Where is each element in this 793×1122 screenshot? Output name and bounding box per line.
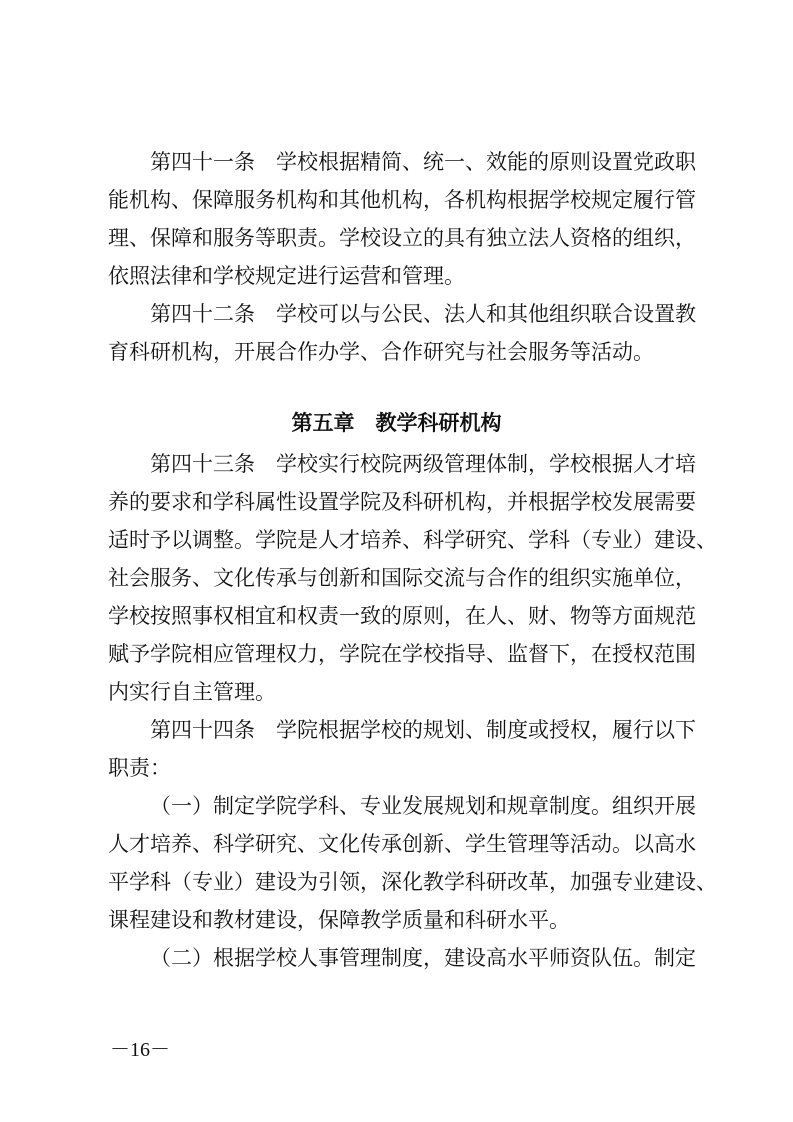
article-43-line-4: 社会服务、文化传承与创新和国际交流与合作的组织实施单位， [108, 566, 696, 590]
article-43-line-1: 第四十三条 学校实行校院两级管理体制，学校根据人才培 [150, 452, 696, 476]
item-1-line-3: 平学科（专业）建设为引领，深化教学科研改革，加强专业建设、 [108, 870, 717, 894]
article-44-line-2: 职责： [108, 756, 171, 780]
article-43-line-3: 适时予以调整。学院是人才培养、科学研究、学科（专业）建设、 [108, 528, 717, 552]
article-43-line-5: 学校按照事权相宜和权责一致的原则，在人、财、物等方面规范 [108, 604, 696, 628]
article-41-line-1: 第四十一条 学校根据精简、统一、效能的原则设置党政职 [150, 150, 696, 174]
article-43-line-2: 养的要求和学科属性设置学院及科研机构，并根据学校发展需要 [108, 490, 696, 514]
item-1-line-4: 课程建设和教材建设，保障教学质量和科研水平。 [108, 908, 570, 932]
article-42-line-1: 第四十二条 学校可以与公民、法人和其他组织联合设置教 [150, 302, 696, 326]
article-41-line-3: 理、保障和服务等职责。学校设立的具有独立法人资格的组织， [108, 226, 696, 250]
chapter-title: 第五章 教学科研机构 [291, 411, 502, 435]
page-number: －16－ [110, 1039, 170, 1061]
article-42-line-2: 育科研机构，开展合作办学、合作研究与社会服务等活动。 [108, 340, 654, 364]
item-1-line-2: 人才培养、科学研究、文化传承创新、学生管理等活动。以高水 [108, 832, 696, 856]
article-41-line-2: 能机构、保障服务机构和其他机构，各机构根据学校规定履行管 [108, 188, 696, 212]
article-44-line-1: 第四十四条 学院根据学校的规划、制度或授权，履行以下 [150, 718, 696, 742]
article-43-line-6: 赋予学院相应管理权力，学院在学校指导、监督下，在授权范围 [108, 642, 696, 666]
article-43-line-7: 内实行自主管理。 [108, 680, 276, 704]
item-1-line-1: （一）制定学院学科、专业发展规划和规章制度。组织开展 [150, 794, 696, 818]
item-2-line-1: （二）根据学校人事管理制度，建设高水平师资队伍。制定 [150, 946, 696, 970]
article-41-line-4: 依照法律和学校规定进行运营和管理。 [108, 264, 465, 288]
